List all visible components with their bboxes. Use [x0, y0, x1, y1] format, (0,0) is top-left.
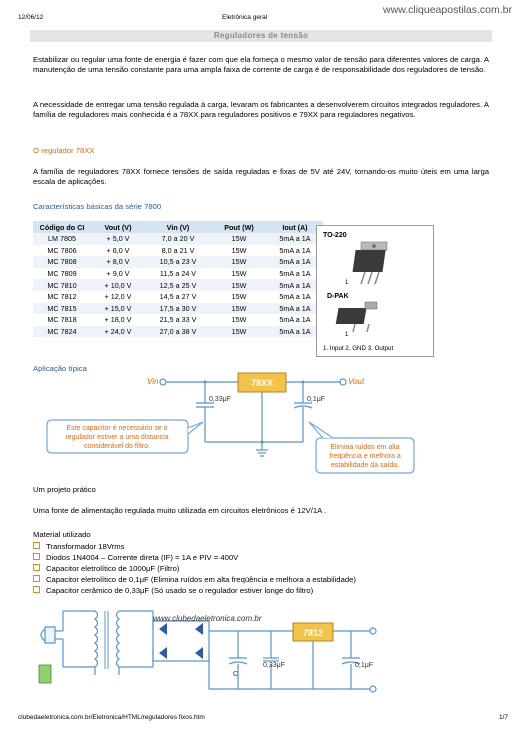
- heading-projeto: Um projeto prático: [33, 485, 96, 494]
- note-right-line: Elimina ruídos em alta: [330, 444, 400, 451]
- plug-image: [39, 665, 51, 683]
- package-diagram: [316, 225, 434, 357]
- table-row: MC 7815 + 15,0 V 17,5 a 30 V 15W 5mA a 1A: [33, 303, 323, 315]
- list-item: Transformador 18Vrms: [33, 541, 356, 552]
- family-paragraph: A família de reguladores 78XX fornece tensões de saída reguladas e fixas de 5V até 24V, tornando-os muito úteis em uma larga escala de aplicações.: [33, 167, 489, 187]
- typical-application-circuit: [33, 370, 433, 478]
- ic-label: 78XX: [250, 378, 274, 388]
- heading-caracteristicas: Características básicas da série 7800: [33, 202, 162, 211]
- project-paragraph: Uma fonte de alimentação regulada muito utilizada em circuitos eletrônicos é 12V/1A .: [33, 506, 327, 515]
- table-row: MC 7812 + 12,0 V 14,5 a 27 V 15W 5mA a 1A: [47, 292, 311, 302]
- bullet-icon: [33, 586, 40, 593]
- heading-regulador: O regulador 78XX: [33, 146, 95, 155]
- ic-paragraph: A necessidade de entregar uma tensão regulada à carga, levaram os fabricantes a desenvolverem circuitos integrados reguladores. A família de reguladores mais conhecida é a 78XX para reguladores positivos e 79XX para reguladores negativos.: [33, 100, 489, 120]
- schematic-cap1-label: 0,33μF: [263, 662, 285, 669]
- table-header: Vout (V): [91, 221, 145, 233]
- table-header: Código do CI: [33, 221, 91, 233]
- cap1-label: 0,33μF: [209, 396, 231, 403]
- list-item: Capacitor eletrolítico de 1000μF (Filtro): [33, 563, 356, 574]
- pin1-label: 1: [345, 280, 349, 286]
- cap-c-label: C: [233, 671, 239, 678]
- bullet-icon: [33, 575, 40, 582]
- dpak-pin1-label: 1: [345, 332, 349, 338]
- footer-url: clubedaeletronica.com.br/Eletronica/HTML/reguladores fixos.htm: [18, 714, 205, 721]
- intro-paragraph: Estabilizar ou regular uma fonte de energia é fazer com que ela forneça o mesmo valor de tensão para diferentes valores de carga. A manutenção de uma tensão constante para uma ampla faixa de corrente de carga é de responsabilidade dos reguladores de tensão.: [33, 55, 489, 75]
- heading-material: Material utilizado: [33, 530, 91, 539]
- dpak-image: [336, 302, 377, 332]
- page-title: Reguladores de tensão: [30, 30, 492, 42]
- pinout-caption: 1. Input 2. GND 3. Output: [323, 345, 394, 352]
- vout-label: Vout: [348, 377, 365, 386]
- table-row: MC 7818 + 18,0 V 21,5 a 33 V 15W 5mA a 1A: [47, 315, 311, 325]
- header-title: Eletrônica geral: [222, 14, 268, 21]
- list-item: Diodos 1N4004 – Corrente direta (IF) = 1A e PIV = 400V: [33, 552, 356, 563]
- materials-list: [33, 541, 356, 596]
- schematic-cap2-label: 0,1μF: [355, 662, 374, 669]
- header-date: 12/06/12: [18, 14, 44, 21]
- bridge-diodes: [159, 623, 203, 659]
- note-right-line: freqüência e melhora a: [329, 453, 401, 460]
- bullet-icon: [33, 553, 40, 560]
- note-right-line: estabilidade da saída.: [330, 462, 400, 469]
- table-row: MC 7824 + 24,0 V 27,0 a 38 V 15W 5mA a 1A: [33, 326, 323, 338]
- note-left-line: considerável do filtro.: [83, 443, 151, 450]
- list-item: Capacitor eletrolítico de 0,1μF (Elimina ruídos em alta freqüência e melhora a estabilidade): [33, 574, 356, 585]
- table-row: MC 7808 + 8,0 V 10,5 a 23 V 15W 5mA a 1A: [33, 256, 323, 268]
- vin-label: Vin: [147, 377, 159, 386]
- note-left-line: regulador estiver a uma distancia: [65, 434, 169, 441]
- table-row: MC 7810 + 10,0 V 12,5 a 25 V 15W 5mA a 1A: [33, 279, 323, 291]
- power-supply-schematic: [33, 603, 413, 703]
- bullet-icon: [33, 564, 40, 571]
- note-right-callout: [309, 422, 414, 473]
- schematic-ic-label: 7812: [302, 628, 324, 638]
- note-left-callout: [47, 420, 203, 453]
- table-header: Vin (V): [145, 221, 211, 233]
- cap2-label: 0,1μF: [307, 396, 326, 403]
- list-item: Capacitor cerâmico de 0,33μF (Só usado se o regulador estiver longe do filtro): [33, 585, 356, 596]
- schematic-site: www.clubedaeletronica.com.br: [153, 614, 262, 623]
- table-header: Pout (W): [211, 221, 267, 233]
- table-header: Iout (A): [267, 221, 323, 233]
- to220-label: TO-220: [323, 232, 347, 239]
- dpak-label: D-PAK: [327, 293, 349, 300]
- heading-aplicacao: Aplicação típica: [33, 364, 87, 373]
- watermark: www.cliqueapostilas.com.br: [383, 4, 512, 16]
- table-row: LM 7805 + 5,0 V 7,0 a 20 V 15W 5mA a 1A: [33, 233, 323, 245]
- to220-image: [353, 242, 387, 284]
- table-row: MC 7806 + 6,0 V 8,0 a 21 V 15W 5mA a 1A: [47, 245, 311, 255]
- table-row: MC 7809 + 9,0 V 11,5 a 24 V 15W 5mA a 1A: [47, 269, 311, 279]
- regulator-table: [33, 221, 323, 337]
- footer-page: 1/7: [498, 714, 508, 721]
- bullet-icon: [33, 542, 40, 549]
- note-left-line: Este capacitor é necessário se o: [66, 425, 168, 432]
